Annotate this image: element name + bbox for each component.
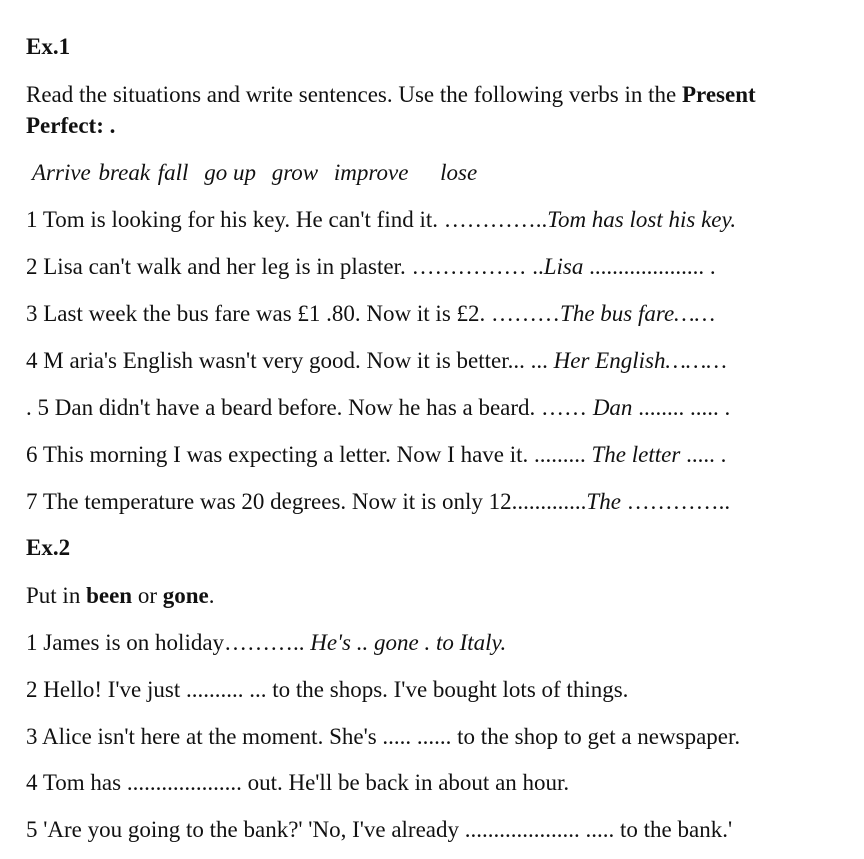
ex2-instruction-mid: or [132,583,163,608]
ex1-item-1 [26,205,736,235]
verb-go-up: go up [204,160,256,185]
ex2-item-5: 5 'Are you going to the bank?' 'No, I've already .................... ..... to the bank.' [26,817,733,842]
ex1-item-7 [26,487,730,517]
ex1-item-2-tail: .................... . [583,254,716,279]
ex2-word-been: been [86,583,133,608]
ex2-item-1 [26,628,506,658]
ex1-item-3-answer: The bus fare…… [560,301,716,326]
ex1-item-2-text: 2 Lisa can't walk and her leg is in plaster. …………… .. [26,254,544,279]
verb-fall: fall [157,160,189,185]
ex2-item-1-answer: He's .. gone . to Italy. [310,630,507,655]
ex2-item-2: 2 Hello! I've just .......... ... to the shops. I've bought lots of things. [26,677,629,702]
verb-break: break [98,160,151,185]
ex2-item-4: 4 Tom has .................... out. He'll be back in about an hour. [26,770,570,795]
verb-grow: grow [271,160,319,185]
ex2-instruction-post: . [208,583,215,608]
ex1-item-5 [26,393,730,423]
ex2-word-gone: gone [162,583,209,608]
verb-arrive: Arrive [32,160,91,185]
ex1-item-3 [26,299,715,329]
ex1-item-6-tail: ..... . [680,442,727,467]
ex1-item-5-text: . 5 Dan didn't have a beard before. Now he has a beard. …… [26,395,593,420]
ex1-item-2-answer: Lisa [543,254,584,279]
ex1-item-4-answer: Her English……… [553,348,727,373]
ex1-instruction-line2: Perfect: . [26,113,116,138]
ex1-item-5-answer: Dan [592,395,633,420]
ex1-item-5-tail: ........ ..... . [632,395,731,420]
ex1-item-7-answer: The [586,489,621,514]
ex1-item-3-text: 3 Last week the bus fare was £1 .80. Now it is £2. ……… [26,301,561,326]
ex1-item-7-text: 7 The temperature was 20 degrees. Now it is only 12............. [26,489,587,514]
ex1-instruction-text: Read the situations and write sentences. Use the following verbs in the [26,82,682,107]
ex2-instruction-pre: Put in [26,583,87,608]
ex2-instruction [26,581,215,611]
ex1-item-7-tail: ………….. [620,489,731,514]
ex1-heading: Ex.1 [26,34,71,59]
ex2-item-1-text: 1 James is on holiday……….. [26,630,311,655]
ex1-verb-list [32,158,477,188]
ex1-instruction-line1 [26,80,756,110]
verb-lose: lose [440,160,478,185]
ex1-item-4-text: 4 M aria's English wasn't very good. Now it is better... ... [26,348,554,373]
ex1-instruction-bold-present: Present [681,82,756,107]
ex1-item-6-text: 6 This morning I was expecting a letter. Now I have it. ......... [26,442,592,467]
verb-improve: improve [333,160,409,185]
ex1-item-2 [26,252,716,282]
ex1-item-6-answer: The letter [591,442,681,467]
ex1-item-1-answer: Tom has lost his key. [547,207,737,232]
ex2-item-3: 3 Alice isn't here at the moment. She's ..... ...... to the shop to get a newspaper. [26,724,741,749]
ex1-item-6 [26,440,726,470]
ex1-item-1-text: 1 Tom is looking for his key. He can't find it. ………….. [26,207,548,232]
ex1-item-4 [26,346,727,376]
ex2-heading: Ex.2 [26,535,71,560]
